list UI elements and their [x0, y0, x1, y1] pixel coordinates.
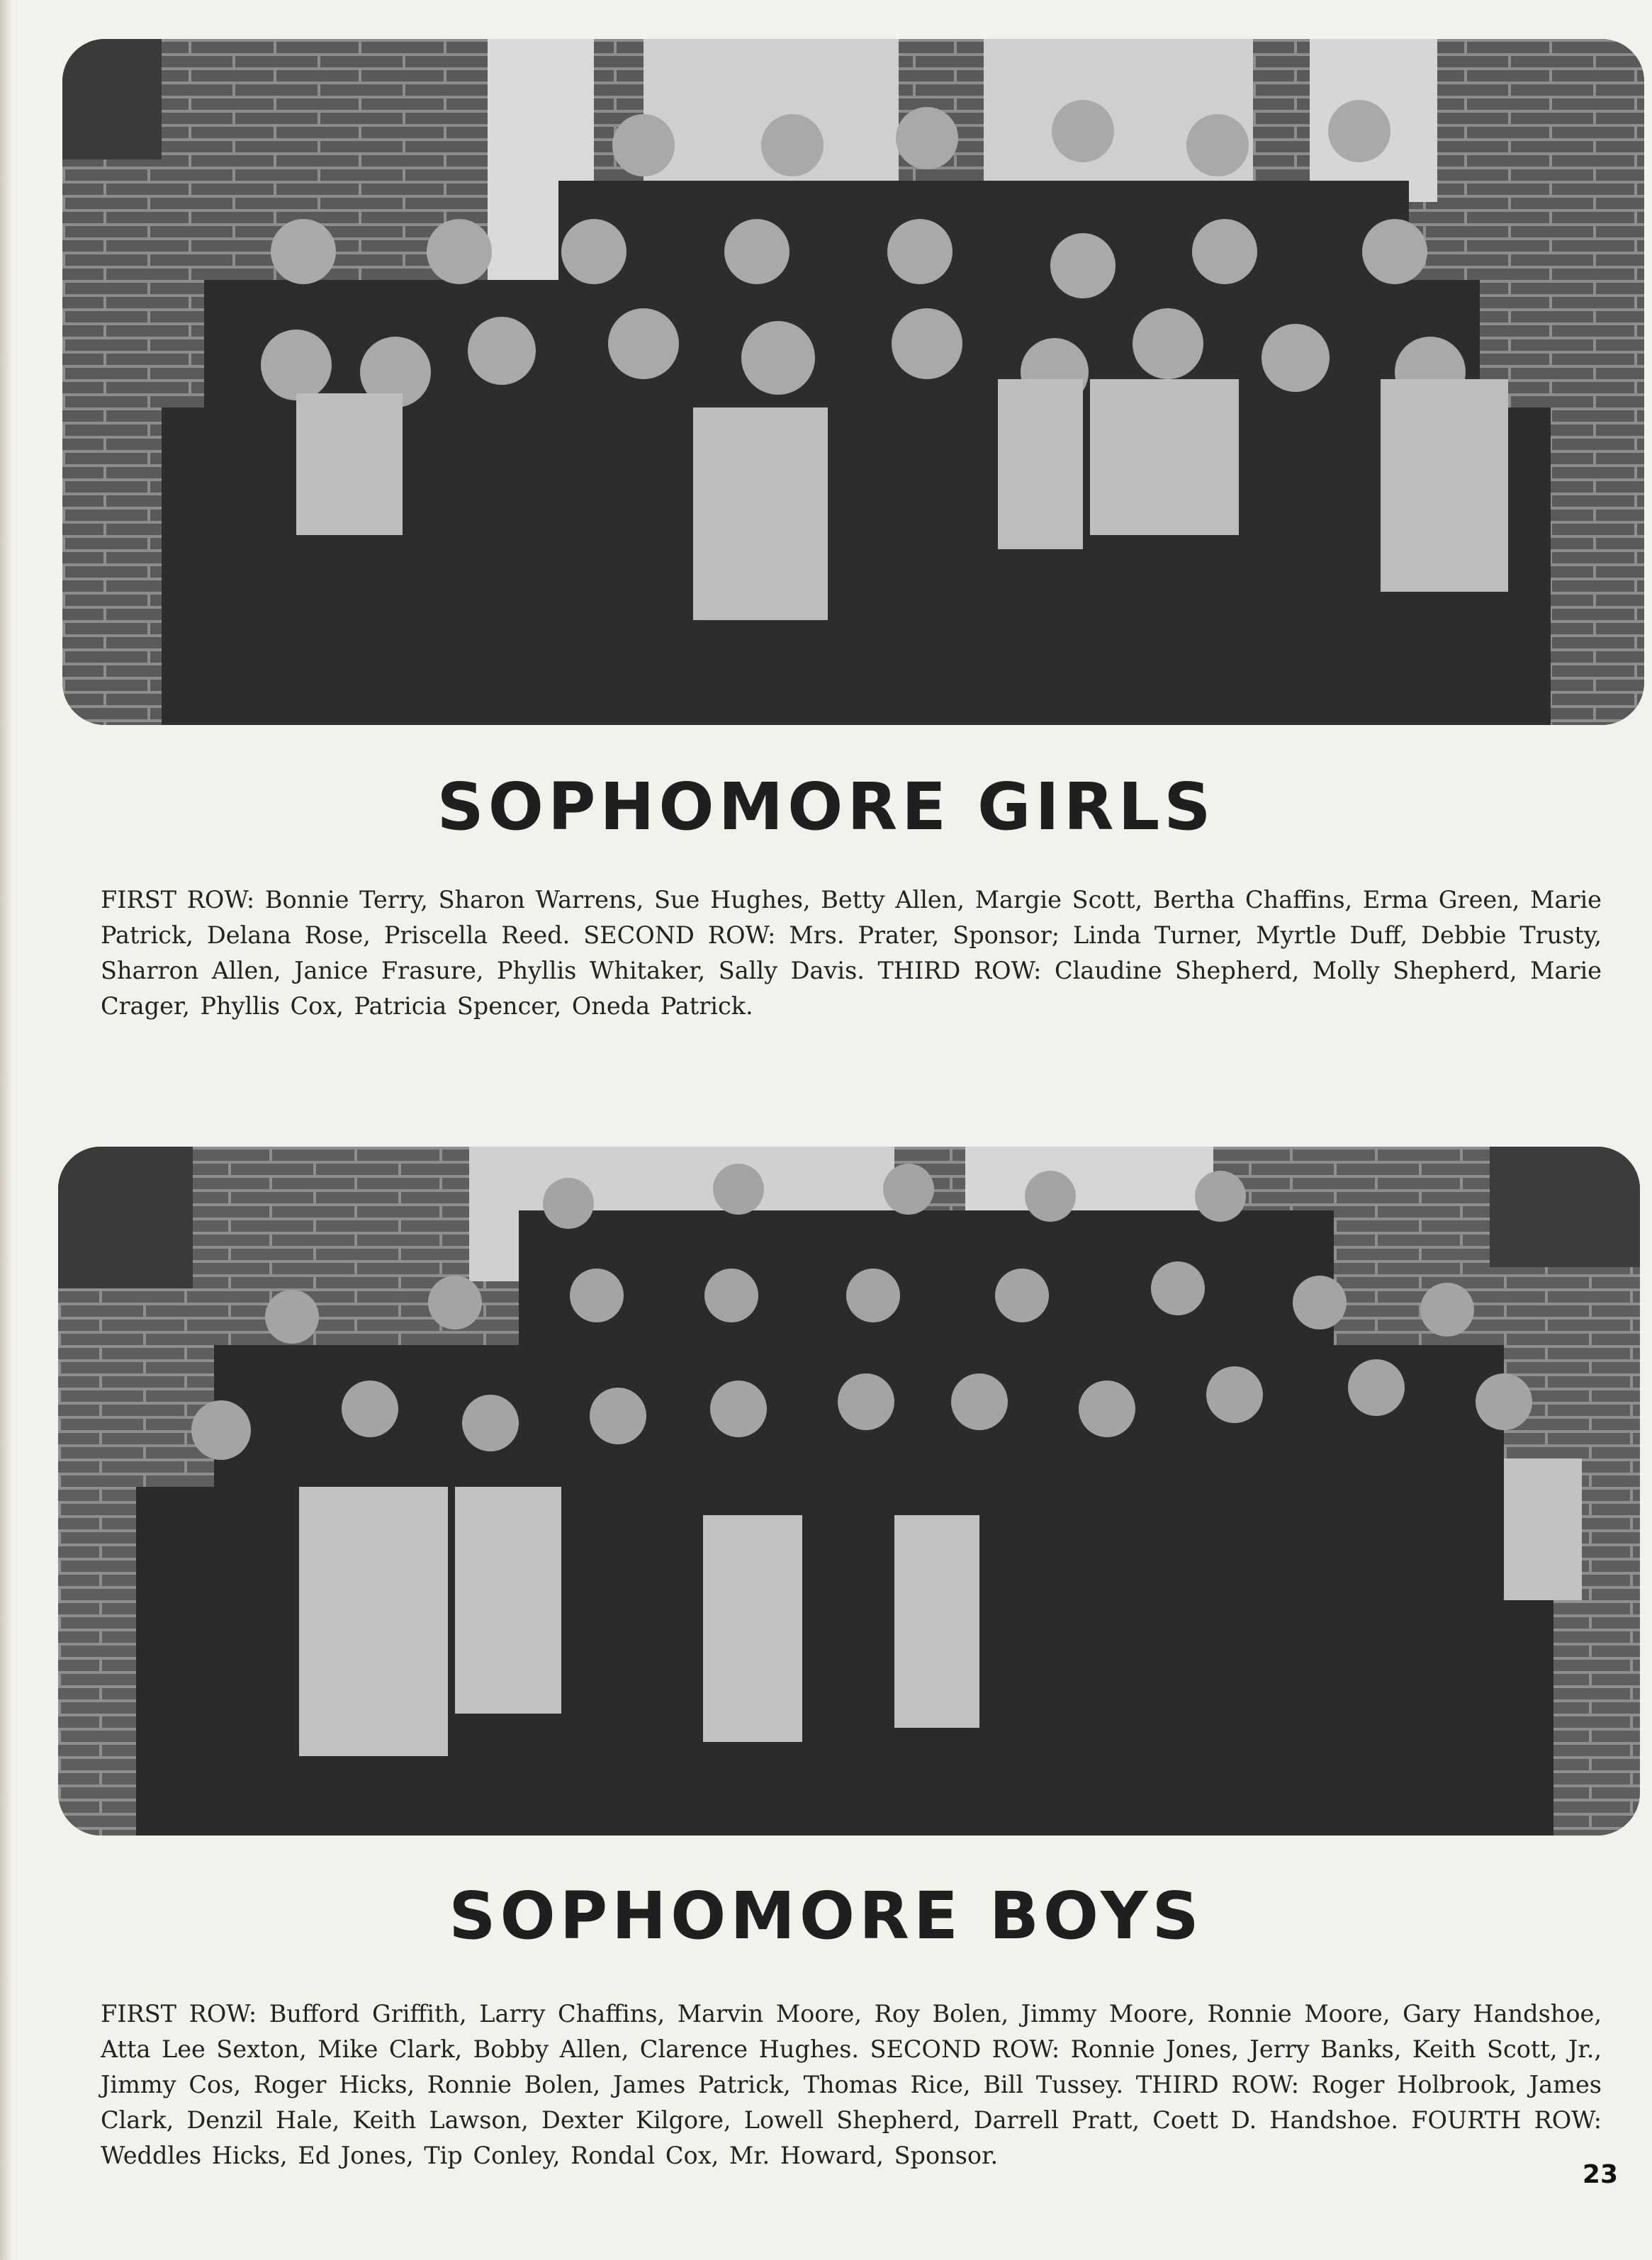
- caption-girls: FIRST ROW: Bonnie Terry, Sharon Warrens, Sue Hughes, Betty Allen, Margie Scott, Bertha Chaffins, Erma Green, Marie Patrick, Delana Rose, Priscella Reed. SECOND ROW: Mrs. Prater, Sponsor; Linda Turner, Myrtle Duff, Debbie Trusty, Sharron Allen, Janice Frasure, Phyllis Whitaker, Sally Davis. THIRD ROW: Claudine Shepherd, Molly Shepherd, Marie Crager, Phyllis Cox, Patricia Spencer, Oneda Patrick.: [101, 886, 1602, 1020]
- page-number: 23: [1582, 2160, 1618, 2189]
- section-title-girls: SOPHOMORE GIRLS: [437, 769, 1215, 845]
- sophomore-girls-photo: [62, 39, 1644, 725]
- caption-boys: FIRST ROW: Bufford Griffith, Larry Chaffins, Marvin Moore, Roy Bolen, Jimmy Moore, Ronnie Moore, Gary Handshoe, Atta Lee Sexton, Mike Clark, Bobby Allen, Clarence Hughes. SECOND ROW: Ronnie Jones, Jerry Banks, Keith Scott, Jr., Jimmy Cos, Roger Hicks, Ronnie Bolen, James Patrick, Thomas Rice, Bill Tussey. THIRD ROW: Roger Holbrook, James Clark, Denzil Hale, Keith Lawson, Dexter Kilgore, Lowell Shepherd, Darrell Pratt, Coett D. Handshoe. FOURTH ROW: Weddles Hicks, Ed Jones, Tip Conley, Rondal Cox, Mr. Howard, Sponsor.: [101, 2000, 1602, 2169]
- sophomore-boys-photo: [58, 1147, 1640, 1835]
- section-title-boys: SOPHOMORE BOYS: [449, 1878, 1203, 1954]
